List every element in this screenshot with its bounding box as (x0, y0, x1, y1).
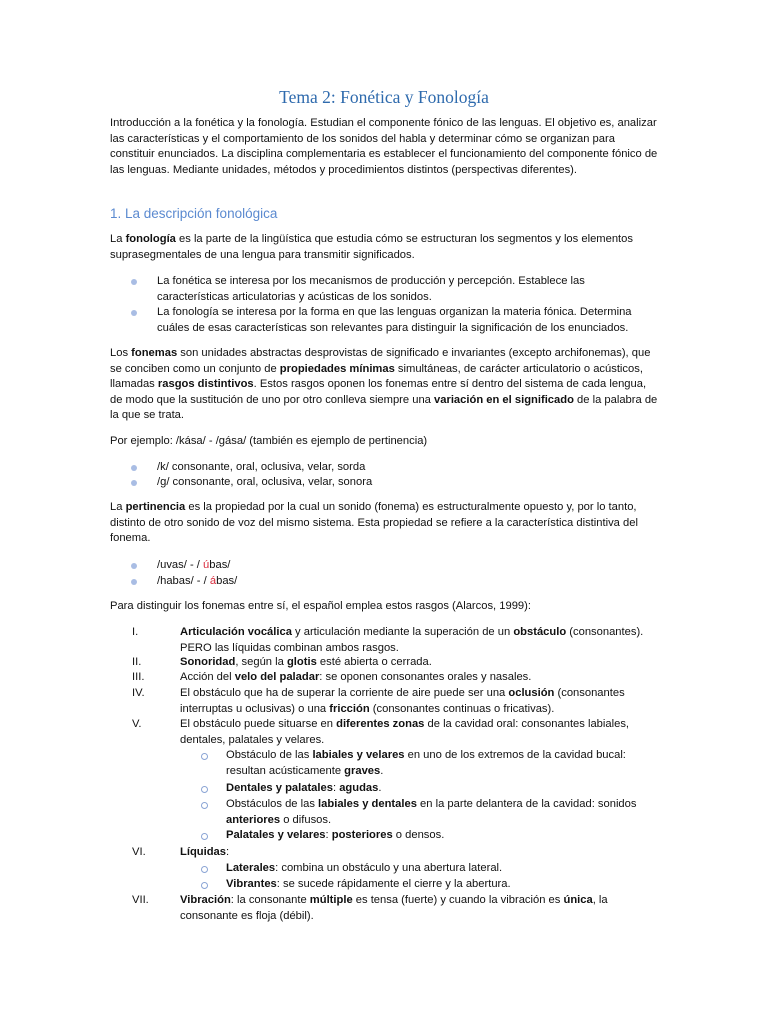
bold-term: variación en el significado (434, 393, 574, 406)
list-number: IV. (132, 687, 145, 699)
text-run: : se oponen consonantes orales y nasales. (319, 671, 532, 683)
list-number: I. (132, 626, 139, 638)
bold-term: graves (344, 764, 381, 777)
list-item: /k/ consonante, oral, oclusiva, velar, sorda (157, 461, 366, 473)
list-item (157, 558, 660, 574)
highlighted-letter: á (209, 575, 217, 587)
fonemas-paragraph (110, 346, 660, 424)
text-run: son unidades abstractas desprovistas de significado e invariantes (excepto archifonemas), que se conciben como un conjunto de (110, 347, 651, 375)
text-run: bas/ (216, 575, 238, 587)
bold-term: oclusión (508, 687, 555, 699)
bold-term: obstáculo (513, 626, 567, 638)
text-run: en la parte delantera de la cavidad: sonidos (416, 798, 637, 810)
rasgos-intro: Para distinguir los fonemas entre sí, el español emplea estos rasgos (Alarcos, 1999): (110, 600, 531, 612)
list-number: VII. (132, 894, 149, 906)
list-item: La fonética se interesa por los mecanismos de producción y percepción. Establece las características articulatorias y acústicas de los sonidos. (157, 275, 585, 303)
list-item (180, 655, 660, 671)
text-run: . (378, 782, 382, 794)
circle-bullet-icon (201, 753, 208, 760)
bullet-icon (131, 279, 137, 285)
bold-term: posteriores (331, 829, 393, 841)
bold-term: Vibración (180, 894, 231, 906)
bold-term: labiales y velares (312, 749, 405, 761)
text-run: El obstáculo que ha de superar la corriente de aire puede ser una (180, 687, 509, 699)
text-run: El obstáculo puede situarse en (180, 718, 337, 730)
bullet-icon (131, 465, 137, 471)
text-run: Obstáculo de las (226, 749, 313, 761)
bold-term: Articulación vocálica (180, 626, 292, 638)
text-run: esté abierta o cerrada. (316, 656, 432, 668)
bold-term: labiales y dentales (318, 798, 417, 810)
bold-term: Dentales y palatales (226, 782, 333, 794)
list-item (180, 717, 660, 748)
circle-bullet-icon (201, 866, 208, 873)
text-run: : (325, 829, 332, 841)
bold-term: diferentes zonas (336, 718, 425, 730)
text-run: Los (110, 347, 132, 359)
sub-list-item (226, 797, 660, 828)
bold-term: velo del paladar (234, 671, 320, 683)
bullet-icon (131, 579, 137, 585)
bold-term: propiedades mínimas (279, 362, 395, 375)
text-run: Obstáculos de las (226, 798, 319, 810)
list-item (180, 625, 660, 656)
list-item (180, 670, 660, 686)
bold-term: Sonoridad (180, 656, 236, 668)
text-run: o difusos. (280, 813, 332, 826)
example-intro: Por ejemplo: /kása/ - /gása/ (también es ejemplo de pertinencia) (110, 435, 428, 447)
text-run: /uvas/ - / (157, 559, 204, 571)
circle-bullet-icon (201, 882, 208, 889)
list-number: II. (132, 656, 142, 668)
bold-term: fonemas (131, 347, 178, 359)
text-run: . Estos rasgos oponen los fonemas entre sí dentro del sistema de cada lengua, de modo que la sustitución de uno por otro conlleva siempre una (110, 378, 647, 406)
sub-list-item (226, 781, 660, 797)
section-heading: 1. La descripción fonológica (110, 206, 278, 221)
bold-term: Vibrantes (226, 878, 277, 890)
sub-list-item (226, 861, 660, 877)
list-item: /g/ consonante, oral, oclusiva, velar, sonora (157, 476, 373, 488)
list-item (180, 845, 660, 861)
text-run: simultáneas, de carácter articulatorio o acústicos, llamadas (110, 362, 643, 391)
bold-term: rasgos distintivos (157, 378, 254, 391)
text-run: es la propiedad por la cual un sonido (fonema) es estructuralmente opuesto y, por lo tanto, distinto de otro sonido de voz del mismo sistema. Esta propiedad se refiere a la característica distintiva del fonema. (110, 501, 638, 545)
circle-bullet-icon (201, 786, 208, 793)
list-number: V. (132, 718, 142, 730)
bold-term: fonología (125, 233, 176, 245)
list-item (180, 686, 660, 717)
bold-term: fricción (329, 702, 370, 715)
text-run: , la consonante es floja (débil). (180, 894, 608, 922)
bullet-icon (131, 480, 137, 486)
document-title: Tema 2: Fonética y Fonología (279, 87, 489, 107)
list-item (157, 574, 660, 590)
bold-term: glotis (286, 656, 317, 668)
bold-term: única (563, 894, 593, 906)
text-run: : (332, 782, 340, 794)
circle-bullet-icon (201, 833, 208, 840)
text-run: o densos. (392, 829, 445, 841)
text-run: La (110, 501, 126, 513)
text-run: (consonantes interruptas u oclusivas) o una (180, 687, 625, 715)
bullet-icon (131, 563, 137, 569)
text-run: (consonantes). PERO las líquidas combinan ambos rasgos. (180, 626, 644, 654)
sub-list-item (226, 748, 660, 779)
text-run: . (380, 764, 384, 777)
text-run: La (110, 233, 126, 245)
fonologia-paragraph (110, 232, 660, 263)
list-item: La fonología se interesa por la forma en que las lenguas organizan la materia fónica. Determina cuáles de esas características son relevantes para distinguir la significación de los enunciados. (157, 306, 632, 334)
sub-list-item (226, 828, 660, 844)
text-run: , según la (235, 656, 287, 668)
highlighted-letter: ú (203, 559, 210, 571)
list-number: VI. (132, 846, 146, 858)
text-run: es la parte de la lingüística que estudia cómo se estructuran los segmentos y los elementos suprasegmentales de una lengua para transmitir significados. (110, 233, 633, 261)
bold-term: agudas (339, 782, 379, 794)
circle-bullet-icon (201, 802, 208, 809)
bold-term: anteriores (226, 813, 281, 826)
bold-term: múltiple (309, 894, 353, 906)
text-run: de la palabra de la que se trata. (110, 393, 658, 422)
bold-term: Palatales y velares (226, 829, 326, 841)
text-run: : la consonante (230, 894, 310, 906)
intro-paragraph: Introducción a la fonética y la fonología. Estudian el componente fónico de las lenguas. El objetivo es, analizar las características y el comportamiento de los sonidos del habla y determinar cómo se organizan para constituir enunciados. La disciplina complementaria es establecer el funcionamiento del componente fónico de las lenguas. Mediante unidades, métodos y procedimientos distintos (perspectivas diferentes). (110, 117, 658, 176)
text-run: Acción del (180, 671, 235, 683)
text-run: (consonantes continuas o fricativas). (369, 702, 555, 715)
sub-list-item (226, 877, 660, 893)
text-run: en uno de los extremos de la cavidad bucal: resultan acústicamente (226, 749, 626, 777)
text-run: es tensa (fuerte) y cuando la vibración es (352, 894, 564, 906)
text-run: : combina un obstáculo y una abertura lateral. (275, 862, 503, 874)
list-item (180, 893, 660, 924)
list-number: III. (132, 671, 145, 683)
text-run: bas/ (209, 559, 231, 571)
text-run: : (226, 846, 230, 858)
bullet-icon (131, 310, 137, 316)
text-run: y articulación mediante la superación de un (291, 626, 514, 638)
bold-term: Laterales (226, 862, 276, 874)
text-run: /habas/ - / (157, 575, 210, 587)
bold-term: pertinencia (125, 501, 186, 513)
bold-term: Líquidas (180, 846, 226, 858)
text-run: : se sucede rápidamente el cierre y la abertura. (276, 878, 511, 890)
text-run: de la cavidad oral: consonantes labiales, dentales, palatales y velares. (180, 718, 630, 746)
pertinencia-paragraph (110, 500, 660, 547)
